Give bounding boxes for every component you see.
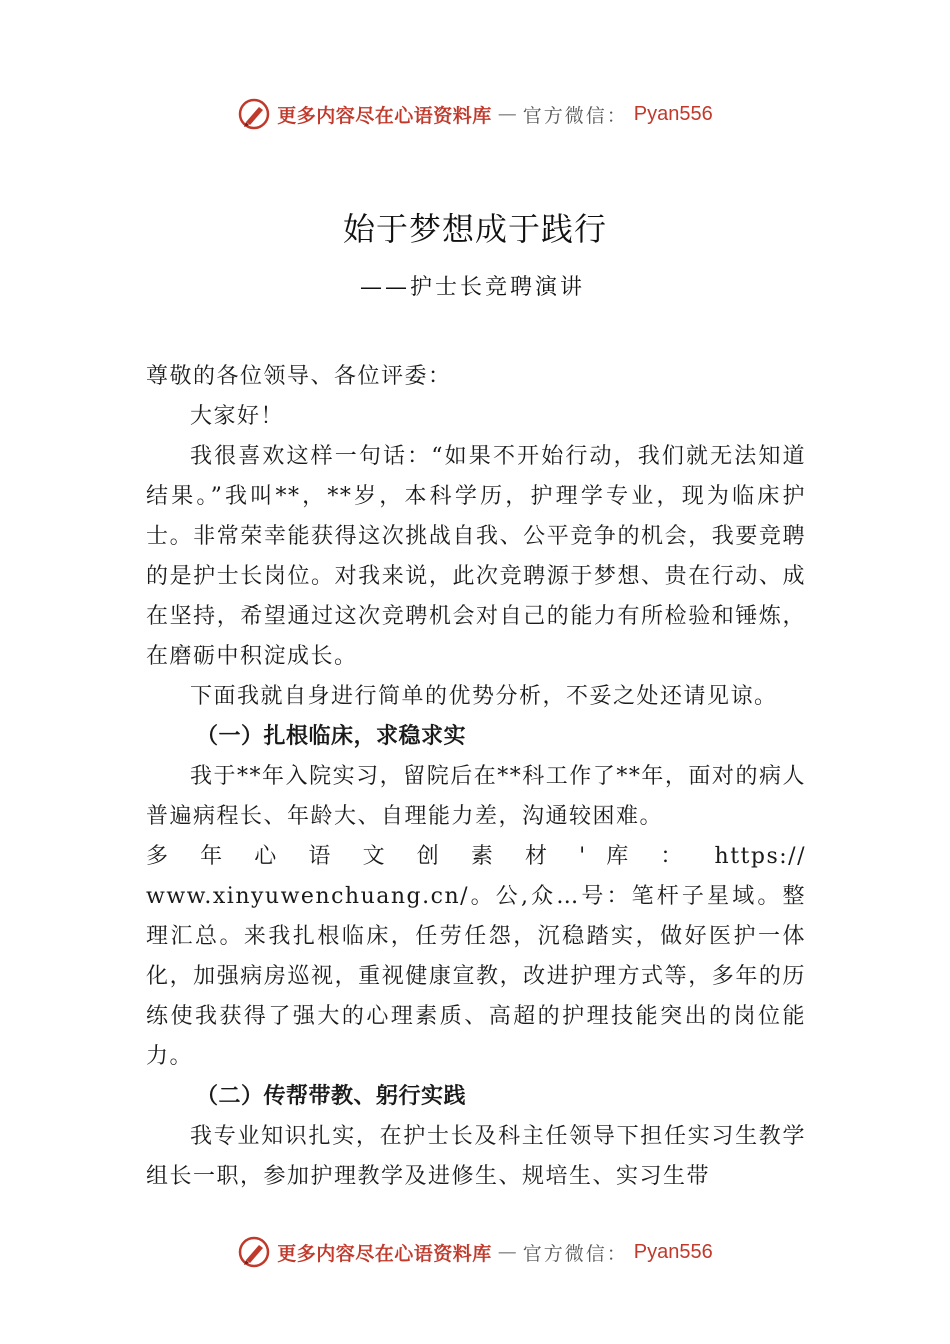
paragraph-intro: 我很喜欢这样一句话：“如果不开始行动，我们就无法知道结果。”我叫**，**岁，本科学历，护理学专业，现为临床护士。非常荣幸能获得这次挑战自我、公平竞争的机会，我要竞聘的是护士长岗位。对我来说，此次竞聘源于梦想、贵在行动、成在坚持，希望通过这次竞聘机会对自己的能力有所检验和锤炼，在磨砺中积淀成长。 [146,444,806,669]
pen-logo-icon [237,97,271,131]
banner-separator: — [497,103,517,125]
document-title: 始于梦想成于践行 [342,210,607,248]
paragraph-transition: 下面我就自身进行简单的优势分析，不妥之处还请见谅。 [190,684,778,709]
footer-label: 官方微信： [522,1242,628,1265]
paragraph-section2: 我专业知识扎实，在护士长及科主任领导下担任实习生教学组长一职，参加护理教学及进修生、规培生、实习生带 [146,1124,806,1189]
paragraph-section1-c: www.xinyuwenchuang.cn/。公,众…号：笔杆子星域。整理汇总。来我扎根临床，任劳任怨，沉稳踏实，做好医护一体化，加强病房巡视，重视健康宣教，改进护理方式等，多年的历练使我获得了强大的心理素质、高超的护理技能突出的岗位能力。 [146,884,806,1069]
salutation: 尊敬的各位领导、各位评委： [146,364,452,389]
greeting: 大家好！ [190,404,285,429]
footer-banner [0,1232,950,1272]
footer-separator: — [497,1241,517,1263]
banner-wechat-id: Pyan556 [633,102,713,125]
section-heading-2: （二）传帮带教、躬行实践 [196,1084,467,1109]
header-banner [0,94,950,134]
banner-brand: 更多内容尽在心语资料库 [277,104,492,127]
document-body [146,357,806,1197]
footer-wechat-id: Pyan556 [633,1240,713,1263]
banner-label: 官方微信： [522,104,628,127]
paragraph-section1-watermark: 多 年 心 语 文 创 素 材 ' 库 ： https:// [146,844,806,869]
paragraph-section1-a: 我于**年入院实习，留院后在**科工作了**年，面对的病人普遍病程长、年龄大、自理能力差，沟通较困难。 [146,764,806,829]
document-subtitle: ——护士长竞聘演讲 [360,275,586,300]
footer-brand: 更多内容尽在心语资料库 [277,1242,492,1265]
pen-logo-icon [237,1235,271,1269]
section-heading-1: （一）扎根临床，求稳求实 [196,724,467,749]
